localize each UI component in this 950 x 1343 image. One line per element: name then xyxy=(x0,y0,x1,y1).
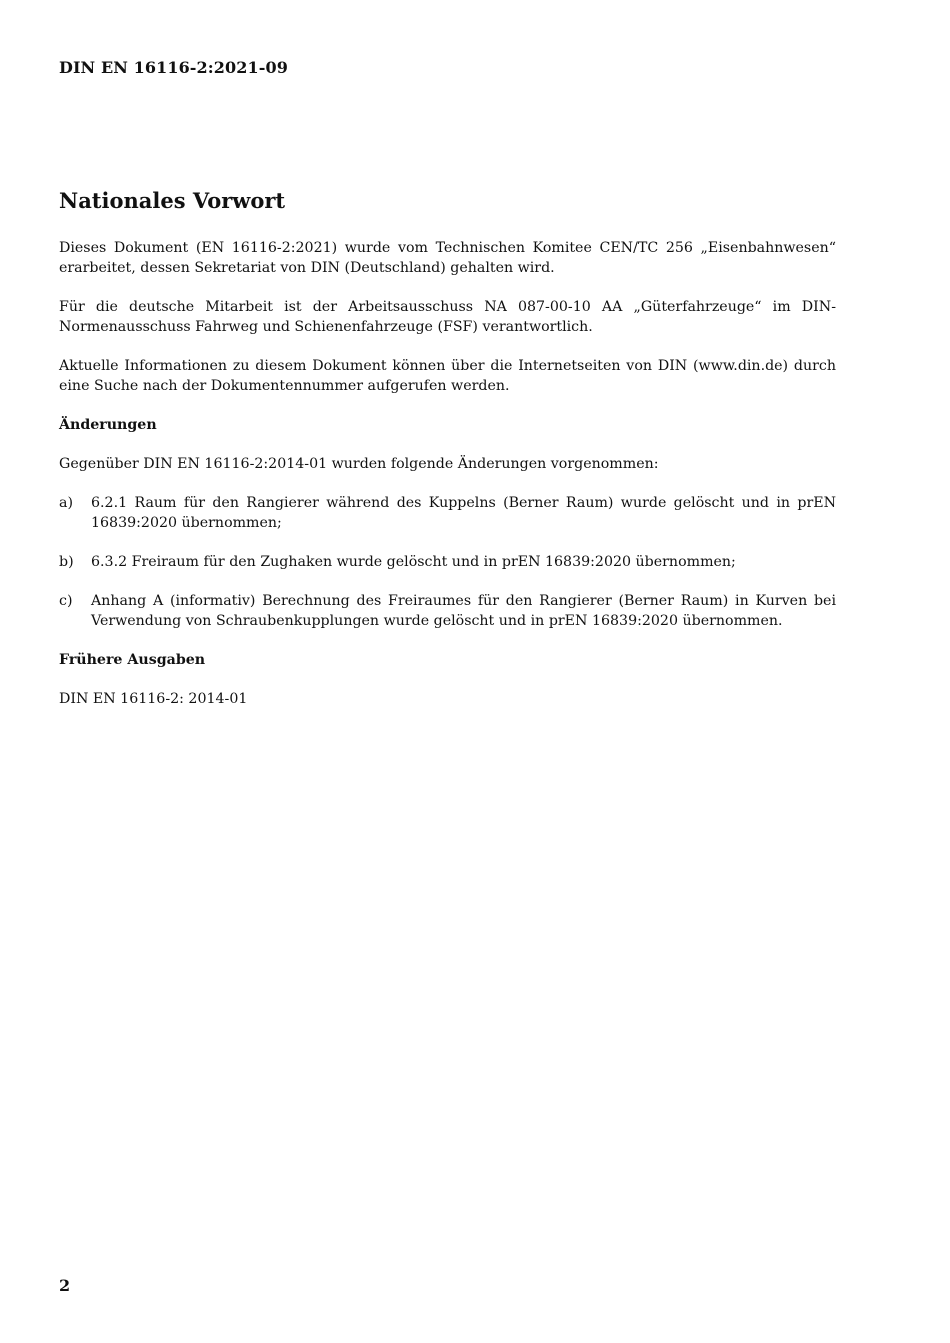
document-header-id: DIN EN 16116-2:2021-09 xyxy=(59,58,288,77)
paragraph-working-committee: Für die deutsche Mitarbeit ist der Arbeitsausschuss NA 087-00-10 AA „Güterfahrzeuge“ im DIN-Normenausschuss Fahrweg und Schienenfahrzeuge (FSF) verantwortlich. xyxy=(59,299,836,335)
document-body xyxy=(59,186,836,728)
list-item-marker: c) xyxy=(59,593,73,609)
list-item-text: Anhang A (informativ) Berechnung des Freiraumes für den Rangierer (Berner Raum) in Kurven bei Verwendung von Schraubenkupplungen wurde gelöscht und in prEN 16839:2020 übernommen. xyxy=(91,593,836,629)
section-title: Nationales Vorwort xyxy=(59,188,286,213)
changes-intro: Gegenüber DIN EN 16116-2:2014-01 wurden folgende Änderungen vorgenommen: xyxy=(59,456,659,472)
list-item-text: 6.2.1 Raum für den Rangierer während des Kuppelns (Berner Raum) wurde gelöscht und in prEN 16839:2020 übernommen; xyxy=(91,495,836,531)
changes-list xyxy=(59,493,836,631)
paragraph-committee: Dieses Dokument (EN 16116-2:2021) wurde vom Technischen Komitee CEN/TC 256 „Eisenbahnwesen“ erarbeitet, dessen Sekretariat von DIN (Deutschland) gehalten wird. xyxy=(59,240,836,276)
previous-editions-heading: Frühere Ausgaben xyxy=(59,652,206,668)
list-item xyxy=(59,493,836,533)
page-number: 2 xyxy=(59,1276,71,1295)
changes-heading: Änderungen xyxy=(59,417,157,433)
list-item-text: 6.3.2 Freiraum für den Zughaken wurde gelöscht und in prEN 16839:2020 übernommen; xyxy=(91,554,736,570)
previous-editions-text: DIN EN 16116-2: 2014-01 xyxy=(59,691,248,707)
list-item-marker: b) xyxy=(59,554,74,570)
list-item-marker: a) xyxy=(59,495,73,511)
list-item xyxy=(59,591,836,631)
list-item xyxy=(59,552,836,572)
paragraph-current-information: Aktuelle Informationen zu diesem Dokument können über die Internetseiten von DIN (www.din.de) durch eine Suche nach der Dokumentennummer aufgerufen werden. xyxy=(59,358,836,394)
